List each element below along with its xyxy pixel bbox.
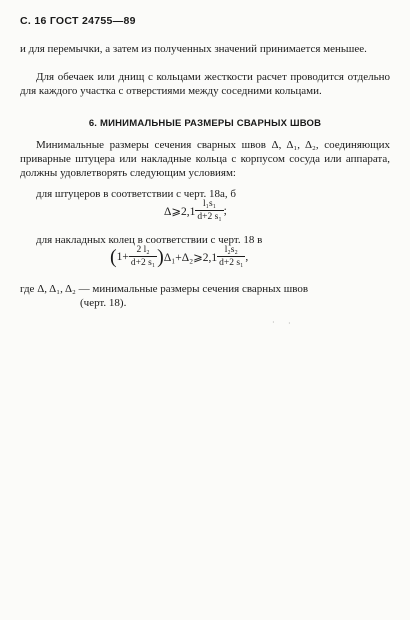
scan-speck: ·: [272, 318, 275, 327]
paragraph-figure-ref: (черт. 18).: [80, 297, 127, 309]
formula2-open-paren: (: [110, 245, 117, 268]
section-title: 6. МИНИМАЛЬНЫЕ РАЗМЕРЫ СВАРНЫХ ШВОВ: [88, 118, 322, 129]
formula2-one: 1+: [116, 250, 129, 263]
formula1-fraction: [195, 198, 223, 223]
paragraph-stiffening-rings: Для обечаек или днищ с кольцами жесткости расчет проводится отдельно для каждого участка с отверстиями между соседними кольцами.: [20, 71, 390, 97]
page-header: С. 16 ГОСТ 24755—89: [20, 15, 136, 27]
formula2-mid: Δ₁+Δ₂⩾2,1: [163, 251, 218, 264]
paragraph-rings: для накладных колец в соответствии с черт. 18 в: [36, 234, 263, 246]
paragraph-continuation: и для перемычки, а затем из полученных значений принимается меньшее.: [20, 43, 367, 55]
paragraph-weld-sizes: Минимальные размеры сечения сварных швов Δ, Δ₁, Δ₂, соединяющих приварные штуцера или накладные кольца с корпусом сосуда или аппарата, должны удовлетворять следующим условиям:: [20, 139, 390, 179]
formula2-denominator1: d+2 s₁: [130, 258, 156, 268]
formula-rings: [110, 244, 248, 269]
formula2-close-paren: ): [157, 245, 164, 268]
formula1-denominator: d+2 s₁: [197, 212, 222, 222]
formula1-numerator: l₁s₁: [203, 199, 217, 209]
formula2-numerator2: l₂s₂: [224, 245, 238, 255]
paragraph-where: где Δ, Δ₁, Δ₂ — минимальные размеры сечения сварных швов: [20, 283, 309, 295]
formula-nozzles: [164, 198, 227, 223]
formula2-tail: ,: [245, 250, 249, 263]
paragraph-nozzles: для штуцеров в соответствии с черт. 18а, б: [36, 188, 236, 200]
formula2-fraction1: [129, 244, 157, 269]
formula2-fraction2: [217, 244, 245, 269]
formula1-lhs: Δ⩾2,1: [164, 205, 196, 218]
formula2-numerator1: 2 l₂: [136, 245, 150, 255]
formula2-denominator2: d+2 s₁: [219, 258, 244, 268]
formula1-tail: ;: [223, 204, 227, 217]
scan-speck: ·: [288, 319, 291, 328]
